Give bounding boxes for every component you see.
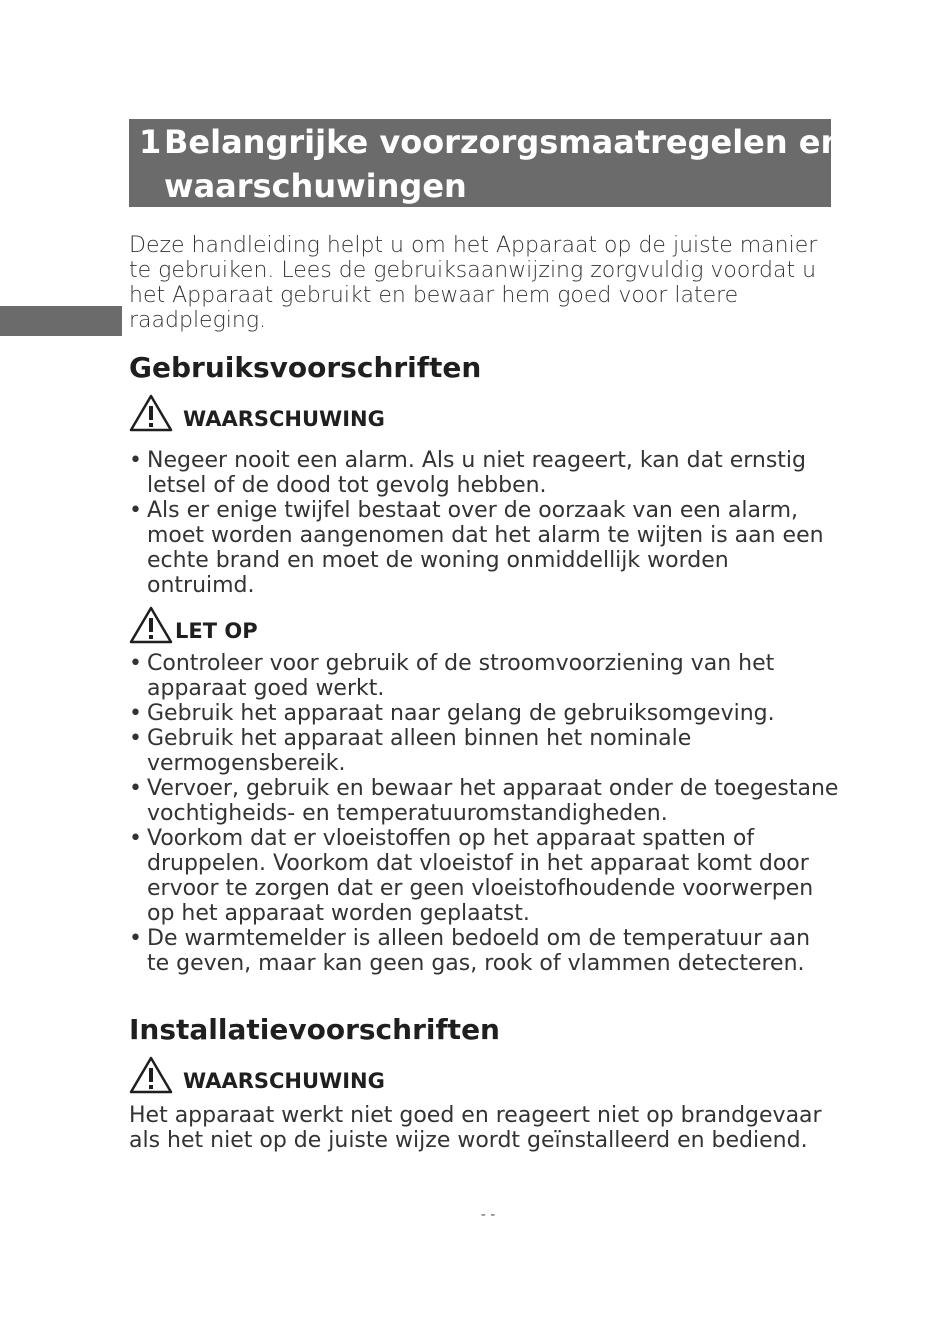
usage-warning-label: WAARSCHUWING <box>183 407 385 431</box>
warning-triangle-icon <box>129 606 173 644</box>
list-item: • Negeer nooit een alarm. Als u niet reageert, kan dat ernstig letsel of de dood tot gevolg hebben. <box>129 448 806 498</box>
list-item: • De warmtemelder is alleen bedoeld om de temperatuur aan te geven, maar kan geen gas, rook of vlammen detecteren. <box>129 926 811 976</box>
list-item: • Vervoer, gebruik en bewaar het apparaat onder de toegestane vochtigheids- en temperatuuromstandigheden. <box>129 776 839 826</box>
usage-caution-notice <box>129 604 258 644</box>
installation-heading: Installatievoorschriften <box>129 1013 500 1046</box>
usage-heading: Gebruiksvoorschriften <box>129 351 482 384</box>
chapter-number: 1 <box>139 123 162 161</box>
section-side-tab <box>0 306 122 336</box>
intro-paragraph: Deze handleiding helpt u om het Apparaat op de juiste manier te gebruiken. Lees de gebruiksaanwijzing zorgvuldig voordat u het Apparaat gebruikt en bewaar hem goed voor latere raadpleging. <box>129 233 818 333</box>
list-item-text: Negeer nooit een alarm. Als u niet reageert, kan dat ernstig letsel of de dood tot gevolg hebben. <box>147 448 806 498</box>
installation-warning-label: WAARSCHUWING <box>183 1069 385 1093</box>
installation-warning-notice <box>129 1054 385 1094</box>
list-item-text: Als er enige twijfel bestaat over de oorzaak van een alarm, moet worden aangenomen dat het alarm te wijten is aan een echte brand en moet de woning onmiddellijk worden ontruimd. <box>147 498 824 598</box>
chapter-title-banner <box>129 119 844 207</box>
usage-warning-notice <box>129 392 385 432</box>
chapter-title-line-2: waarschuwingen <box>164 167 467 205</box>
usage-caution-label: LET OP <box>175 619 258 643</box>
list-item-text: De warmtemelder is alleen bedoeld om de temperatuur aan te geven, maar kan geen gas, rook of vlammen detecteren. <box>147 926 811 976</box>
list-item: • Controleer voor gebruik of de stroomvoorziening van het apparaat goed werkt. <box>129 651 775 701</box>
usage-caution-list <box>129 651 839 976</box>
list-item: • Gebruik het apparaat naar gelang de gebruiksomgeving. <box>129 701 775 726</box>
chapter-title-line-1: Belangrijke voorzorgsmaatregelen en <box>164 123 844 161</box>
usage-warning-list <box>129 448 839 598</box>
list-item-text: Voorkom dat er vloeistoffen op het apparaat spatten of druppelen. Voorkom dat vloeistof in het apparaat komt door ervoor te zorgen dat er geen vloeistofhoudende voorwerpen op het apparaat worden geplaatst. <box>147 826 814 926</box>
warning-triangle-icon <box>129 1056 173 1094</box>
list-item: • Gebruik het apparaat alleen binnen het nominale vermogensbereik. <box>129 726 692 776</box>
list-item: • Als er enige twijfel bestaat over de oorzaak van een alarm, moet worden aangenomen dat het alarm te wijten is aan een echte brand en moet de woning onmiddellijk worden ontruimd. <box>129 498 824 598</box>
list-item: • Voorkom dat er vloeistoffen op het apparaat spatten of druppelen. Voorkom dat vloeistof in het apparaat komt door ervoor te zorgen dat er geen vloeistofhoudende voorwerpen op het apparaat worden geplaatst. <box>129 826 814 926</box>
warning-triangle-icon <box>129 394 173 432</box>
page-number: - - <box>480 1207 496 1223</box>
installation-warning-text: Het apparaat werkt niet goed en reageert niet op brandgevaar als het niet op de juiste wijze wordt geïnstalleerd en bediend. <box>129 1103 822 1153</box>
list-item-text: Controleer voor gebruik of de stroomvoorziening van het apparaat goed werkt. <box>147 651 775 701</box>
list-item-text: Vervoer, gebruik en bewaar het apparaat onder de toegestane vochtigheids- en temperatuuromstandigheden. <box>147 776 839 826</box>
list-item-text: Gebruik het apparaat alleen binnen het nominale vermogensbereik. <box>147 726 692 776</box>
list-item-text: Gebruik het apparaat naar gelang de gebruiksomgeving. <box>147 701 775 726</box>
